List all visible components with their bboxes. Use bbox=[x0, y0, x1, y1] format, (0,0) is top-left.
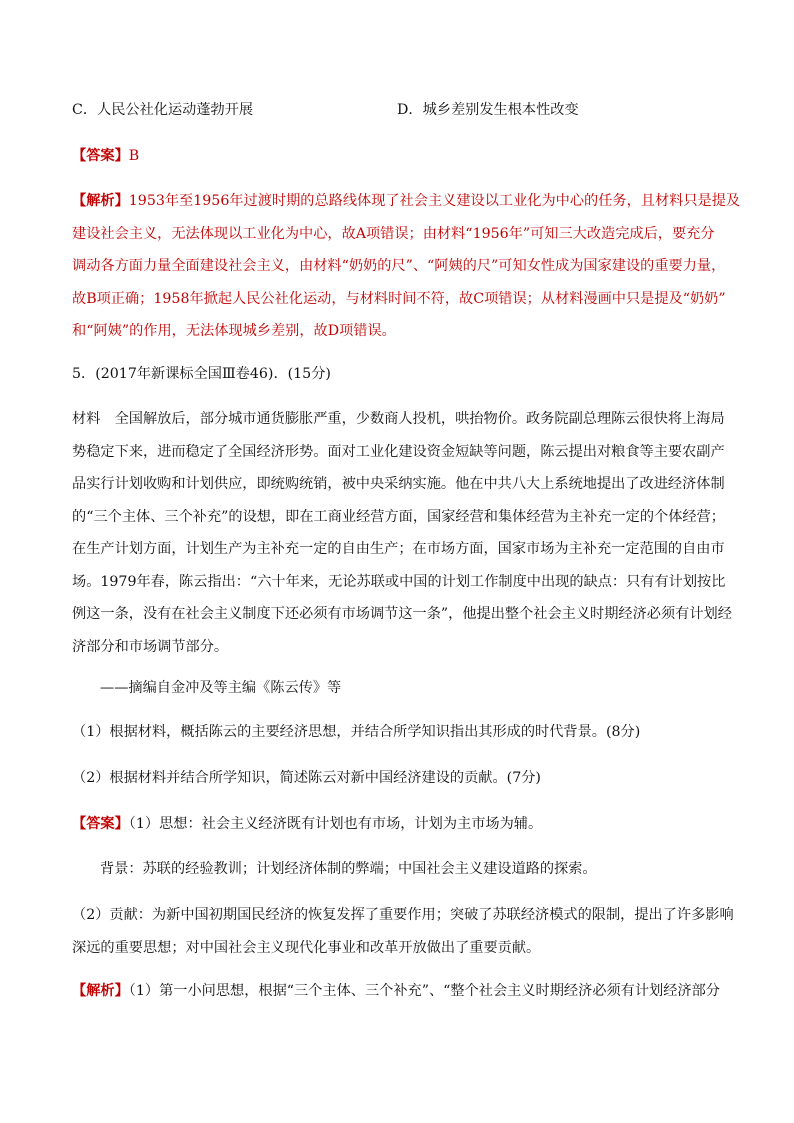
q5-answer-1-background: 背景：苏联的经验教训；计划经济体制的弊端；中国社会主义建设道路的探索。 bbox=[100, 861, 597, 877]
q5-header: 5．(2017年新课标全国Ⅲ卷46)．(15分) bbox=[72, 366, 331, 382]
material-line: 济部分和市场调节部分。 bbox=[72, 638, 229, 655]
q5-answer-1: 【答案】（1）思想：社会主义经济既有计划也有市场，计划为主市场为辅。 bbox=[72, 816, 543, 832]
material-line: 品实行计划收购和计划供应，即统购统销，被中央采纳实施。他在中共八大上系统地提出了改进经济体制 bbox=[72, 476, 725, 492]
q5-material bbox=[72, 403, 732, 663]
q5-question-2: （2）根据材料并结合所学知识，简述陈云对新中国经济建设的贡献。(7分) bbox=[72, 770, 541, 786]
material-source: ——摘编自金冲及等主编《陈云传》等 bbox=[100, 680, 342, 696]
answer-value: B bbox=[128, 148, 140, 164]
analysis-line: 【解析】1953年至1956年过渡时期的总路线体现了社会主义建设以工业化为中心的任务，且材料只是提及 bbox=[72, 193, 741, 209]
option-d: D．城乡差别发生根本性改变 bbox=[397, 102, 579, 118]
material-line: 场。1979年春，陈云指出：“六十年来，无论苏联或中国的计划工作制度中出现的缺点：只有有计划按比 bbox=[72, 573, 726, 590]
analysis-label: 【解析】 bbox=[72, 983, 129, 999]
material-line: 在生产计划方面，计划生产为主补充一定的自由生产；在市场方面，国家市场为主补充一定范围的自由市 bbox=[72, 541, 725, 557]
material-line: 材料 全国解放后，部分城市通货膨胀严重，少数商人投机，哄抬物价。政务院副总理陈云很快将上海局 bbox=[72, 411, 725, 427]
material-line: 例这一条，没有在社会主义制度下还必须有市场调节这一条”，他提出整个社会主义时期经济必须有计划经 bbox=[72, 606, 732, 622]
options-row bbox=[72, 94, 724, 127]
answer-line: （2）贡献：为新中国初期国民经济的恢复发挥了重要作用；突破了苏联经济模式的限制，提出了许多影响 bbox=[72, 907, 734, 923]
analysis-label: 【解析】 bbox=[72, 193, 129, 209]
analysis-line: 建设社会主义，无法体现以工业化为中心，故A项错误；由材料“1956年”可知三大改造完成后，要充分 bbox=[72, 225, 715, 242]
analysis-line: 故B项正确；1958年掀起人民公社化运动，与材料时间不符，故C项错误；从材料漫画中只是提及“奶奶” bbox=[72, 290, 726, 307]
q5-answer-2 bbox=[72, 899, 734, 964]
material-line: 的“三个主体、三个补充”的设想，即在工商业经营方面，国家经营和集体经营为主补充一定的个体经营； bbox=[72, 508, 725, 525]
analysis-line: 和“阿姨”的作用，无法体现城乡差别，故D项错误。 bbox=[72, 323, 396, 339]
q4-answer bbox=[72, 140, 724, 173]
answer-label: 【答案】 bbox=[72, 816, 129, 832]
answer-label: 【答案】 bbox=[72, 148, 129, 164]
analysis-line: 调动各方面力量全面建设社会主义，由材料“奶奶的尺”、“阿姨的尺”可知女性成为国家建设的重要力量， bbox=[72, 258, 726, 274]
material-line: 势稳定下来，进而稳定了全国经济形势。面对工业化建设资金短缺等问题，陈云提出对粮食等主要农副产 bbox=[72, 443, 725, 460]
q4-analysis bbox=[72, 185, 741, 348]
q5-question-1: （1）根据材料，概括陈云的主要经济思想，并结合所学知识指出其形成的时代背景。(8分) bbox=[72, 724, 641, 740]
q5-analysis: 【解析】（1）第一小问思想，根据“三个主体、三个补充”、“整个社会主义时期经济必须有计划经济部分 bbox=[72, 983, 720, 999]
option-c: C．人民公社化运动蓬勃开展 bbox=[72, 102, 254, 118]
answer-line: 深远的重要思想；对中国社会主义现代化事业和改革开放做出了重要贡献。 bbox=[72, 939, 541, 956]
